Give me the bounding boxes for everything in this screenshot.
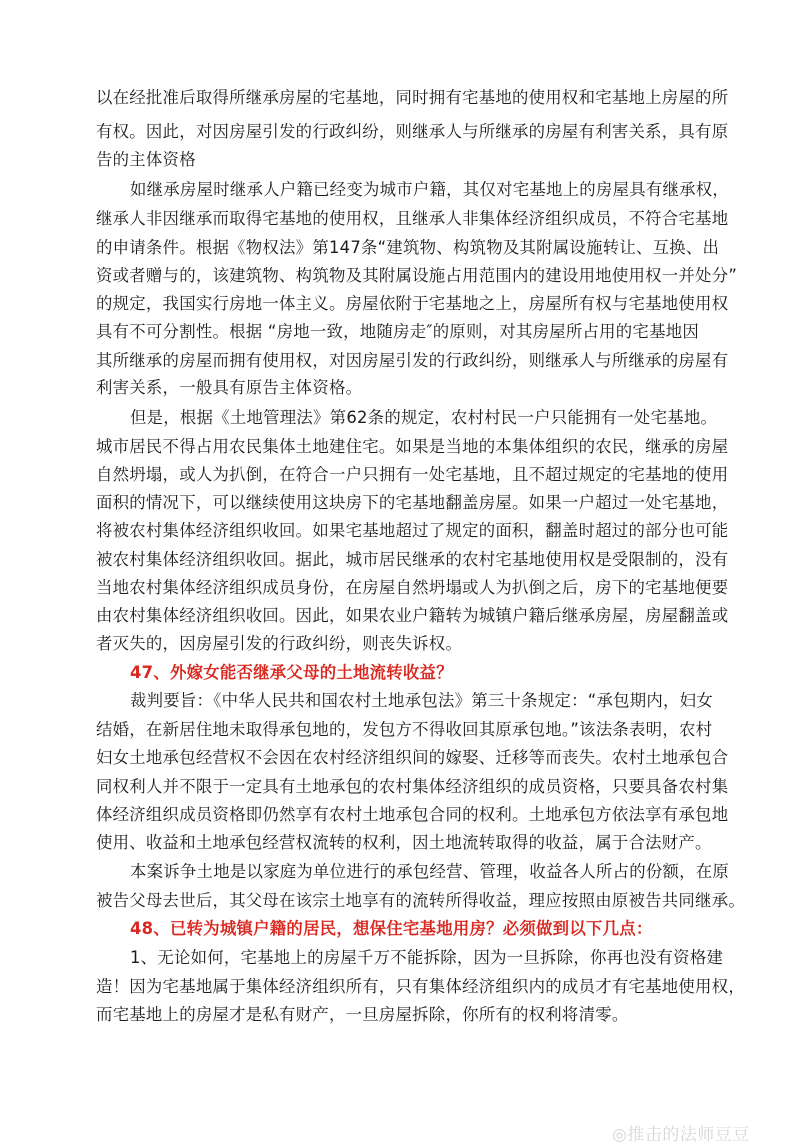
text-line: 利害关系，一般具有原告主体资格。 bbox=[96, 378, 363, 397]
text-line: 其所继承的房屋而拥有使用权，对因房屋引发的行政纠纷，则继承人与所继承的房屋有 bbox=[96, 351, 729, 370]
text-line: 将被农村集体经济组织收回。如果宅基地超过了规定的面积，翻盖时超过的部分也可能 bbox=[96, 521, 729, 540]
text-line: 的申请条件。根据《物权法》第147条“建筑物、构筑物及其附属设施转让、互换、出 bbox=[96, 238, 720, 257]
text-line: 资或者赠与的，该建筑物、构筑物及其附属设施占用范围内的建设用地使用权一并处分” bbox=[96, 266, 738, 285]
text-line: 造！因为宅基地属于集体经济组织所有，只有集体经济组织内的成员才有宅基地使用权， bbox=[96, 977, 745, 996]
text-line: 城市居民不得占用农民集体土地建住宅。如果是当地的本集体组织的农民，继承的房屋 bbox=[96, 437, 729, 456]
text-line: 同权利人并不限于一定具有土地承包的农村集体经济组织的成员资格，只要具备农村集 bbox=[96, 777, 729, 796]
text-line: 使用、收益和土地承包经营权流转的权利，因土地流转取得的收益，属于合法财产。 bbox=[96, 833, 712, 852]
text-line: 当地农村集体经济组织成员身份，在房屋自然坍塌或人为扒倒之后，房下的宅基地便要 bbox=[96, 578, 729, 597]
text-line: 本案诉争土地是以家庭为单位进行的承包经营、管理，收益各人所占的份额，在原 bbox=[130, 862, 730, 881]
text-line: 有权。因此，对因房屋引发的行政纠纷，则继承人与所继承的房屋有利害关系，具有原 bbox=[96, 122, 729, 141]
text-line: 的规定，我国实行房地一体主义。房屋依附于宅基地之上，房屋所有权与宅基地使用权 bbox=[96, 294, 729, 313]
text-line: 体经济组织成员资格即仍然享有农村土地承包合同的权利。土地承包方依法享有承包地 bbox=[96, 805, 729, 824]
text-line: 1、无论如何，宅基地上的房屋千万不能拆除，因为一旦拆除，你再也没有资格建 bbox=[130, 948, 724, 967]
text-line: 以在经批准后取得所继承房屋的宅基地，同时拥有宅基地的使用权和宅基地上房屋的所 bbox=[96, 88, 729, 107]
text-line: 由农村集体经济组织收回。因此，如果农业户籍转为城镇户籍后继承房屋，房屋翻盖或 bbox=[96, 606, 729, 625]
text-line: 面积的情况下，可以继续使用这块房下的宅基地翻盖房屋。如果一户超过一处宅基地， bbox=[96, 493, 729, 512]
watermark: ◎推击的法师豆豆 bbox=[612, 1125, 750, 1145]
text-line: 自然坍塌，或人为扒倒，在符合一户只拥有一处宅基地，且不超过规定的宅基地的使用 bbox=[96, 465, 729, 484]
text-line: 被告父母去世后，其父母在该宗土地享有的流转所得收益，理应按照由原被告共同继承。 bbox=[96, 891, 745, 910]
text-line: 但是，根据《土地管理法》第62条的规定，农村村民一户只能拥有一处宅基地。 bbox=[130, 408, 718, 427]
text-line: 裁判要旨：《中华人民共和国农村土地承包法》第三十条规定：“承包期内，妇女 bbox=[130, 691, 713, 710]
text-line: 而宅基地上的房屋才是私有财产，一旦房屋拆除，你所有的权利将清零。 bbox=[96, 1005, 629, 1024]
section-heading-47: 47、外嫁女能否继承父母的土地流转收益？ bbox=[130, 663, 453, 682]
text-line: 结婚，在新居住地未取得承包地的，发包方不得收回其原承包地。”该法条表明，农村 bbox=[96, 720, 713, 739]
section-heading-48: 48、已转为城镇户籍的居民，想保住宅基地用房？必须做到以下几点： bbox=[130, 919, 653, 938]
text-line: 者灭失的，因房屋引发的行政纠纷，则丧失诉权。 bbox=[96, 634, 463, 653]
text-line: 如继承房屋时继承人户籍已经变为城市户籍，其仅对宅基地上的房屋具有继承权， bbox=[130, 180, 730, 199]
text-line: 妇女土地承包经营权不会因在农村经济组织间的嫁娶、迁移等而丧失。农村土地承包合 bbox=[96, 748, 729, 767]
text-line: 告的主体资格 bbox=[96, 150, 196, 169]
text-line: 继承人非因继承而取得宅基地的使用权，且继承人非集体经济组织成员，不符合宅基地 bbox=[96, 209, 729, 228]
text-line: 被农村集体经济组织收回。据此，城市居民继承的农村宅基地使用权是受限制的，没有 bbox=[96, 550, 729, 569]
text-line: 具有不可分割性。根据 “房地一致，地随房走″的原则，对其房屋所占用的宅基地因 bbox=[96, 322, 699, 341]
